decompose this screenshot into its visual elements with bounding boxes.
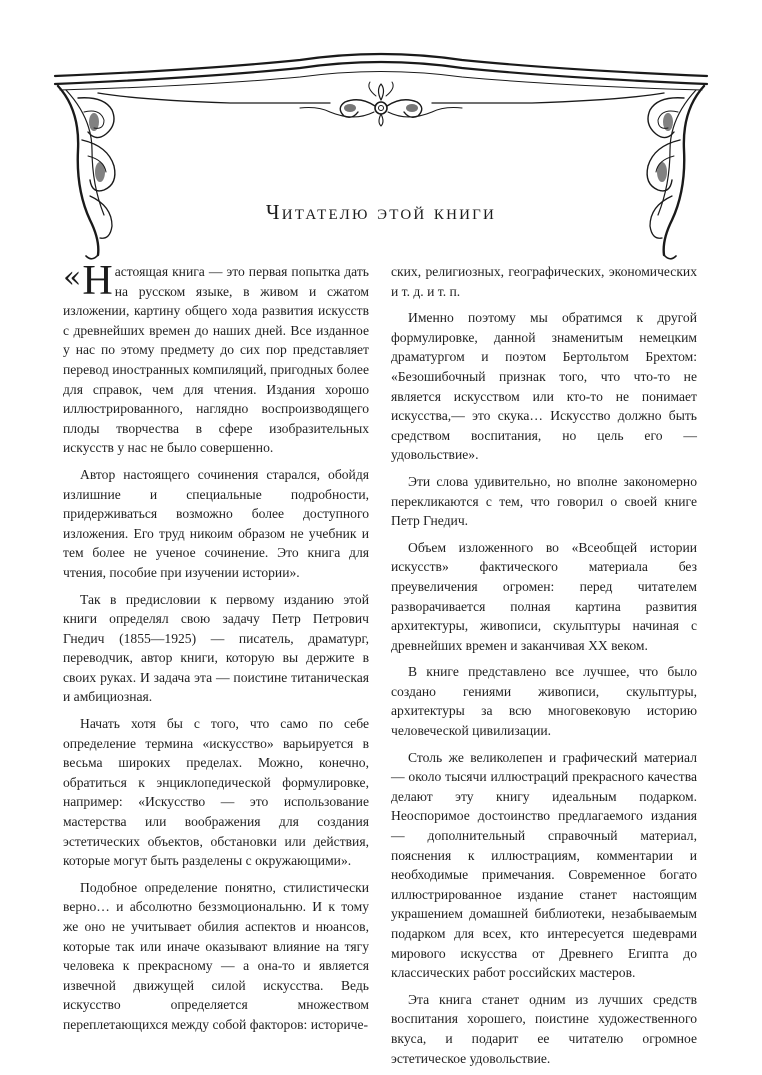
paragraph: Подобное определение понятно, стилистически верно… и абсолютно беззмоциональню. И к тому же оно не учитывает обилия аспектов и нюансов, которые так или иначе оказывают влияние на тягу человека к прекрасному — а она-то и является извечной движущей силой искусства. Ведь искусство определяется множеством переплетающихся между собой факторов: историче-: [63, 879, 369, 1032]
paragraph: Объем изложенного во «Всеобщей истории искусств» фактического материала без преувеличения огромен: перед читателем разворачивается полная картина развития архитектуры, живописи, скульптуры начиная с древнейших времен и заканчивая XX веком.: [391, 539, 697, 653]
right-column: [391, 262, 697, 1075]
paragraph: Эти слова удивительно, но вполне закономерно перекликаются с тем, что говорил о своей книге Петр Гнедич.: [391, 473, 697, 529]
paragraph: Именно поэтому мы обратимся к другой формулировке, данной знаменитым немецким драматургом и поэтом Бертольтом Брехтом: «Безошибочный признак того, что что-то не является искусством или кто-то не понимает искусства,— это скука… Искусство должно быть средством воспитания, но цель его — удовольствие».: [391, 310, 697, 463]
ornamental-frame: [0, 0, 762, 304]
drop-cap: Н: [82, 258, 113, 304]
paragraph: Автор настоящего сочинения старался, обойдя излишние и специальные подробности, придерживаться возможно более доступного изложения. Его труд никоим образом не учебник и тем более не ученое сочинение. Это книга для чтения, пособие при изучении истории».: [63, 466, 369, 580]
paragraph: В книге представлено все лучшее, что было создано гениями живописи, скульптуры, архитектуры за всю многовековую историю человеческой цивилизации.: [391, 664, 697, 739]
paragraph: Начать хотя бы с того, что само по себе определение термина «искусство» варьируется в весьма широких пределах. Можно, конечно, обратиться к энциклопедической формулировке, например: «Искусство — это использование мастерства или воображения для создания эстетических объектов, обстановки или действия, которые могут быть разделены с окружающими».: [63, 716, 369, 869]
opening-quote-mark: «: [63, 260, 82, 295]
left-column: [63, 258, 369, 1042]
paragraph: Так в предисловии к первому изданию этой книги определял свою задачу Петр Петрович Гнедич (1855—1925) — писатель, драматург, переводчик, автор книги, которую вы держите в своих руках. И задача эта — поистине титаническая и амбициозная.: [63, 591, 369, 705]
paragraph: Эта книга станет одним из лучших средств воспитания хорошего, поистине художественного вкуса, и подарит ее читателю огромное эстетическое удовольствие.: [391, 991, 697, 1066]
page-title: Читателю этой книги: [265, 200, 497, 224]
paragraph: Столь же великолепен и графический материал — около тысячи иллюстраций прекрасного качества делают эту книгу идеальным подарком. Неоспоримое достоинство предлагаемого издания — дополнительный справочный материал, пояснения к иллюстрациям, комментарии и необходимые примечания. Современное богато иллюстрированное издание станет настоящим украшением домашней библиотеки, незабываемым подарком для всех, кто интересуется шедеврами мирового искусства от Древнего Египта до классических работ российских мастеров.: [391, 749, 697, 981]
continued-paragraph: ских, религиозных, географических, экономических и т. д. и т. п.: [391, 264, 697, 299]
intro-paragraph: [63, 258, 369, 458]
intro-text: астоящая книга — это первая попытка дать на русском языке, в живом и сжатом изложении, картину общего хода развития искусств с древнейших времен до наших дней. Все изданное у нас по этому предмету до сих пор представляет перевод иностранных компиляций, пригодных более для справок, чем для чтения. Издания хорошо иллюстрированного, наглядно воспроизводящего плоды творчества в сфере изобразительных искусств у нас не было совершенно.: [63, 264, 369, 456]
